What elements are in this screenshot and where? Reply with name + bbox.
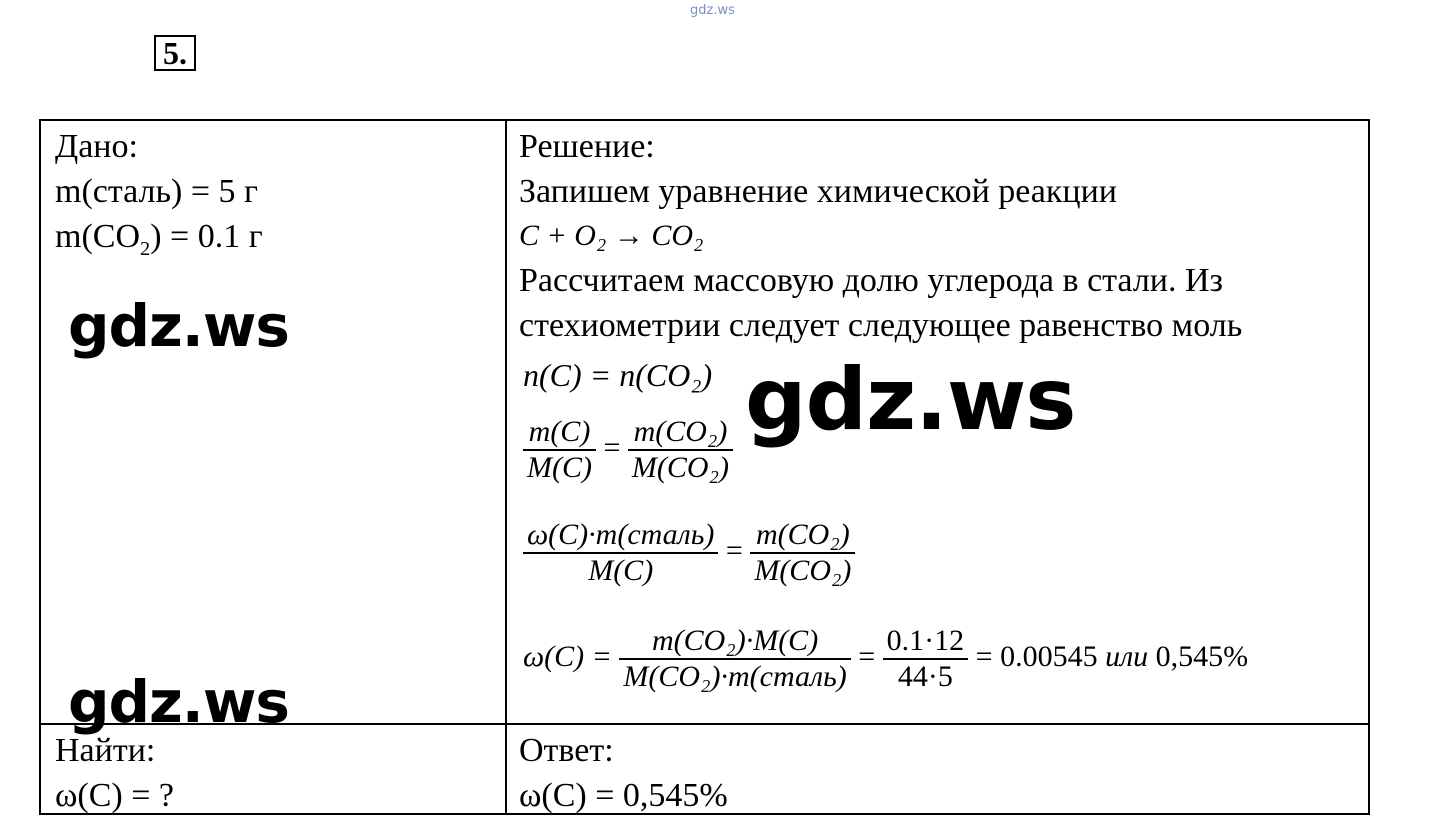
given-mass-steel: m(сталь) = 5 г bbox=[55, 173, 258, 210]
solution-cell bbox=[519, 124, 1359, 348]
equation-result: ω(C) = $\frac{\text{m(CO₂)·M(C)}}{\text{M(CO₂)·m(сталь)}}$ = $\frac{0.1\cdot 12}{44\cdot 5}$ = 0.00545 или 0,545% bbox=[523, 624, 1249, 693]
find-omega: ω(C) = ? bbox=[55, 777, 174, 814]
column-divider bbox=[505, 121, 507, 813]
find-heading: Найти: bbox=[55, 732, 156, 769]
solution-text-2: стехиометрии следует следующее равенство моль bbox=[519, 307, 1243, 344]
given-mass-co2: $m(CO_2) = 0.1$ г bbox=[55, 218, 263, 260]
answer-value: ω(C) = 0,545% bbox=[519, 777, 728, 814]
solution-intro: Запишем уравнение химической реакции bbox=[519, 173, 1117, 210]
watermark-left-bottom: gdz.ws bbox=[68, 668, 289, 736]
watermark-left-top: gdz.ws bbox=[68, 292, 289, 360]
reaction-equation: C + O₂ → CO₂ bbox=[519, 219, 704, 252]
answer-heading: Ответ: bbox=[519, 732, 614, 769]
top-watermark: gdz.ws bbox=[690, 3, 735, 18]
solution-heading: Решение: bbox=[519, 128, 655, 165]
given-heading: Дано: bbox=[55, 128, 138, 165]
watermark-center: gdz.ws bbox=[745, 350, 1076, 450]
solution-text-1: Рассчитаем массовую долю углерода в стали. Из bbox=[519, 262, 1223, 299]
equation-moles: n(C) = n(CO₂) bbox=[523, 357, 713, 393]
given-cell bbox=[55, 124, 263, 272]
problem-number: 5. bbox=[154, 35, 196, 71]
answer-cell bbox=[519, 728, 728, 818]
equation-mass-fraction: $\frac{\text{ω(C)·m(сталь)}}{M(C)}$ = $\frac{\text{m(CO₂)}}{\text{M(CO₂)}}$ bbox=[523, 518, 855, 588]
equation-ratio: $\frac{m(C)}{M(C)}$ = $\frac{\text{m(CO₂)}}{\text{M(CO₂)}}$ bbox=[523, 415, 733, 485]
find-cell bbox=[55, 728, 174, 818]
